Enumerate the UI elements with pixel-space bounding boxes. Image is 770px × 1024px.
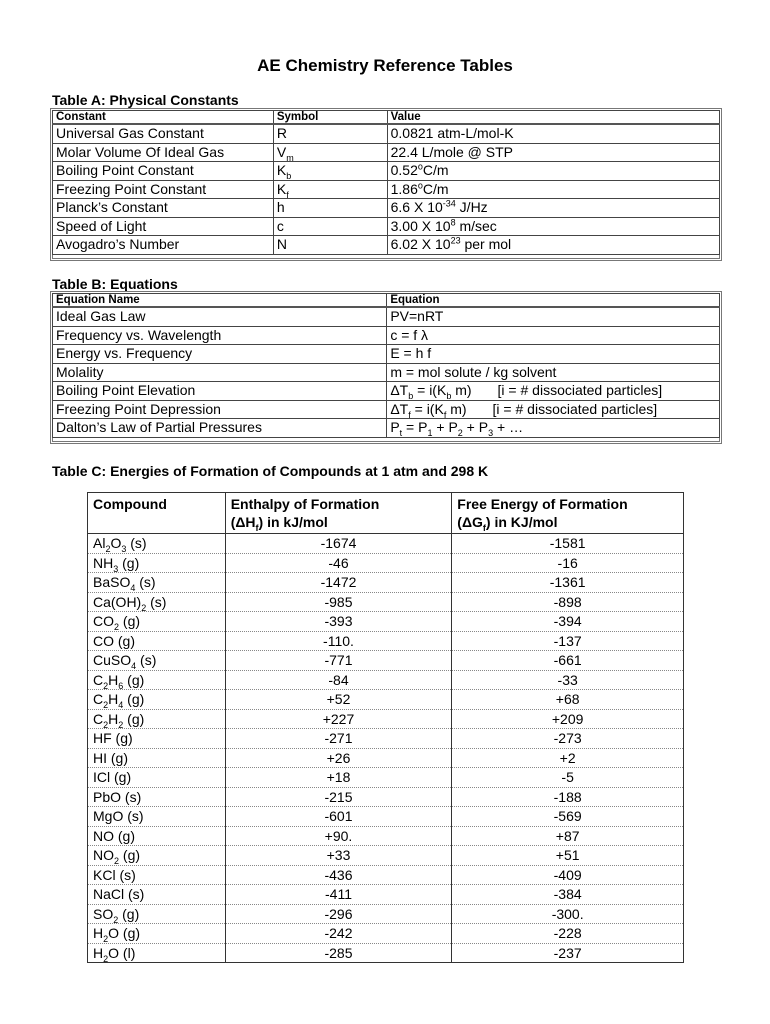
table-b-title: Table B: Equations — [52, 276, 178, 292]
free-energy-value: -188 — [452, 787, 684, 807]
formula-subscript: 2 — [103, 719, 109, 730]
value-superscript: -34 — [442, 198, 456, 209]
value-text: 3.00 X 10 — [390, 217, 451, 234]
equation-part: m) — [451, 382, 472, 399]
formula-part: CO — [93, 613, 114, 630]
enthalpy-value: +18 — [225, 768, 452, 788]
free-energy-value: -394 — [452, 612, 684, 632]
constant-value — [387, 236, 719, 255]
table-row — [88, 904, 684, 924]
header-equation: Equation — [387, 294, 720, 308]
value-unit: C/m — [422, 180, 449, 197]
table-row — [88, 670, 684, 690]
free-energy-value: +51 — [452, 846, 684, 866]
table-row — [53, 217, 720, 236]
equation-part: = i(K — [413, 382, 447, 399]
table-header-row — [53, 111, 720, 125]
table-row — [53, 180, 720, 199]
constant-value — [387, 180, 719, 199]
constant-name: Boiling Point Constant — [53, 162, 274, 181]
constant-symbol — [273, 199, 387, 218]
table-row — [88, 534, 684, 554]
equation-formula: E = h f — [387, 345, 720, 364]
enthalpy-value: -436 — [225, 865, 452, 885]
constant-symbol — [273, 180, 387, 199]
formula-subscript: 2 — [118, 719, 124, 730]
equation-note: [i = # dissociated particles] — [497, 382, 663, 399]
header-enthalpy-line1: Enthalpy of Formation — [230, 496, 380, 512]
formula-subscript: 2 — [103, 680, 109, 691]
enthalpy-value: +90. — [225, 826, 452, 846]
equation-subscript: 3 — [488, 428, 494, 439]
value-text: 1.86 — [390, 180, 418, 197]
compound-formula — [88, 553, 226, 573]
equation-name: Molality — [53, 363, 387, 382]
equation-part: + P — [462, 419, 489, 436]
enthalpy-value: +33 — [225, 846, 452, 866]
value-unit: per mol — [460, 236, 512, 253]
compound-formula — [88, 748, 226, 768]
constant-value — [387, 162, 719, 181]
symbol-text: K — [276, 180, 287, 197]
equation-part: ΔT — [390, 382, 409, 399]
value-superscript: 23 — [450, 235, 461, 246]
compound-formula — [88, 787, 226, 807]
free-energy-value: -1361 — [452, 573, 684, 593]
energies-of-formation-table — [87, 492, 684, 963]
equation-part: = i(K — [410, 400, 444, 417]
formula-part: NO — [93, 847, 114, 864]
header-compound: Compound — [88, 493, 226, 534]
formula-part: PbO (s) — [93, 788, 142, 805]
compound-formula — [88, 573, 226, 593]
constant-name: Molar Volume Of Ideal Gas — [53, 143, 274, 162]
equation-formula — [387, 400, 720, 419]
formula-subscript: 4 — [131, 661, 137, 672]
formula-part: (g) — [123, 710, 145, 727]
equation-formula: PV=nRT — [387, 307, 720, 326]
value-text: 6.6 X 10 — [390, 199, 443, 216]
formula-subscript: 6 — [118, 680, 124, 691]
equation-subscript: b — [408, 391, 414, 402]
header-equation-name: Equation Name — [53, 294, 387, 308]
compound-formula — [88, 729, 226, 749]
formula-part: (g) — [119, 847, 141, 864]
formula-part: KCl (s) — [93, 866, 136, 883]
value-unit: m/sec — [455, 217, 497, 234]
enthalpy-value: -771 — [225, 651, 452, 671]
table-row — [53, 345, 720, 364]
free-energy-value: -137 — [452, 631, 684, 651]
header-enthalpy-unit: ) in kJ/mol — [258, 514, 328, 530]
constant-symbol — [273, 162, 387, 181]
enthalpy-value: -242 — [225, 924, 452, 944]
formula-subscript: 2 — [103, 700, 109, 711]
enthalpy-value: -84 — [225, 670, 452, 690]
formula-subscript: 4 — [130, 583, 136, 594]
compound-formula — [88, 709, 226, 729]
formula-part: NaCl (s) — [93, 886, 145, 903]
formula-subscript: 2 — [113, 914, 119, 925]
table-header-row — [88, 493, 684, 534]
formula-part: O (l) — [108, 944, 136, 961]
constant-value — [387, 199, 719, 218]
enthalpy-value: -393 — [225, 612, 452, 632]
equation-formula — [387, 382, 720, 401]
formula-part: (s) — [126, 535, 147, 552]
constant-name: Avogadro’s Number — [53, 236, 274, 255]
free-energy-value: -409 — [452, 865, 684, 885]
table-row — [88, 729, 684, 749]
equation-formula: m = mol solute / kg solvent — [387, 363, 720, 382]
equation-formula — [387, 419, 720, 438]
formula-subscript: 3 — [121, 544, 127, 555]
compound-formula — [88, 670, 226, 690]
free-energy-value: -300. — [452, 904, 684, 924]
constant-value — [387, 217, 719, 236]
symbol-subscript: f — [286, 189, 289, 200]
formula-part: (g) — [118, 905, 140, 922]
value-superscript: 8 — [450, 217, 456, 228]
table-row — [88, 787, 684, 807]
formula-part: (g) — [123, 671, 145, 688]
table-row — [88, 826, 684, 846]
equation-part: + P — [432, 419, 458, 436]
free-energy-value: +87 — [452, 826, 684, 846]
formula-part: CO (g) — [93, 632, 135, 649]
equation-formula: c = f λ — [387, 326, 720, 345]
formula-part: C — [93, 691, 104, 708]
free-energy-value: +68 — [452, 690, 684, 710]
formula-part: H — [108, 691, 119, 708]
formula-part: C — [93, 710, 104, 727]
formula-subscript: 2 — [103, 934, 109, 945]
table-c-title: Table C: Energies of Formation of Compounds at 1 atm and 298 K — [52, 463, 489, 479]
formula-part: Ca(OH) — [93, 593, 142, 610]
free-energy-value: +2 — [452, 748, 684, 768]
formula-part: Al — [93, 535, 106, 552]
compound-formula — [88, 846, 226, 866]
header-enthalpy-sub: f — [255, 522, 259, 533]
constant-symbol — [273, 124, 387, 143]
compound-formula — [88, 690, 226, 710]
equation-subscript: b — [446, 391, 452, 402]
compound-formula — [88, 943, 226, 963]
header-free-unit: ) in KJ/mol — [485, 514, 558, 530]
formula-part: O (g) — [108, 925, 141, 942]
formula-part: NO (g) — [93, 827, 135, 844]
value-text: 0.52 — [390, 162, 418, 179]
header-free-energy — [452, 493, 684, 534]
symbol-text: V — [276, 143, 287, 160]
enthalpy-value: +52 — [225, 690, 452, 710]
equation-subscript: 2 — [457, 428, 463, 439]
equation-subscript: 1 — [427, 428, 433, 439]
compound-formula — [88, 651, 226, 671]
formula-part: (s) — [136, 652, 157, 669]
formula-part: HF (g) — [93, 730, 133, 747]
header-symbol: Symbol — [273, 111, 387, 125]
formula-part: HI (g) — [93, 749, 128, 766]
enthalpy-value: -296 — [225, 904, 452, 924]
table-row — [53, 199, 720, 218]
table-row — [88, 651, 684, 671]
table-header-row — [53, 294, 720, 308]
constant-value — [387, 143, 719, 162]
table-row — [88, 748, 684, 768]
table-row — [88, 709, 684, 729]
formula-subscript: 2 — [105, 544, 111, 555]
formula-part: H — [93, 925, 104, 942]
table-row — [53, 400, 720, 419]
value-unit: J/Hz — [455, 199, 488, 216]
equation-part: + … — [493, 419, 524, 436]
constant-name: Planck’s Constant — [53, 199, 274, 218]
formula-part: H — [93, 944, 104, 961]
free-energy-value: -1581 — [452, 534, 684, 554]
free-energy-value: -898 — [452, 592, 684, 612]
value-unit: C/m — [422, 162, 449, 179]
compound-formula — [88, 924, 226, 944]
symbol-text: c — [276, 217, 284, 234]
symbol-subscript: m — [286, 152, 294, 163]
page-title: AE Chemistry Reference Tables — [257, 56, 513, 75]
free-energy-value: -661 — [452, 651, 684, 671]
table-row — [53, 363, 720, 382]
table-row — [88, 768, 684, 788]
free-energy-value: -237 — [452, 943, 684, 963]
table-row — [88, 592, 684, 612]
value-text: 6.02 X 10 — [390, 236, 451, 253]
equation-note: [i = # dissociated particles] — [492, 400, 658, 417]
compound-formula — [88, 612, 226, 632]
formula-part: (g) — [123, 691, 145, 708]
table-row — [53, 143, 720, 162]
table-row — [53, 382, 720, 401]
formula-part: (g) — [119, 613, 141, 630]
enthalpy-value: -215 — [225, 787, 452, 807]
equation-name: Ideal Gas Law — [53, 307, 387, 326]
table-row — [53, 307, 720, 326]
table-row — [53, 162, 720, 181]
table-row — [88, 573, 684, 593]
header-enthalpy — [225, 493, 452, 534]
formula-part: O — [110, 535, 122, 552]
formula-part: NH — [93, 554, 114, 571]
formula-part: CuSO — [93, 652, 132, 669]
compound-formula — [88, 534, 226, 554]
symbol-subscript: b — [286, 171, 292, 182]
compound-formula — [88, 885, 226, 905]
symbol-text: K — [276, 162, 287, 179]
free-energy-value: +209 — [452, 709, 684, 729]
formula-part: BaSO — [93, 574, 131, 591]
enthalpy-value: +227 — [225, 709, 452, 729]
table-row — [88, 943, 684, 963]
symbol-text: R — [276, 125, 287, 142]
enthalpy-value: -1472 — [225, 573, 452, 593]
free-energy-value: -16 — [452, 553, 684, 573]
table-row — [88, 846, 684, 866]
formula-part: SO — [93, 905, 114, 922]
table-row — [88, 631, 684, 651]
enthalpy-value: -271 — [225, 729, 452, 749]
formula-part: (g) — [118, 554, 140, 571]
formula-subscript: 3 — [113, 563, 119, 574]
table-row — [88, 690, 684, 710]
compound-formula — [88, 768, 226, 788]
physical-constants-table — [52, 110, 720, 255]
constant-name: Freezing Point Constant — [53, 180, 274, 199]
equation-subscript: f — [408, 409, 411, 420]
equation-part: P — [390, 419, 400, 436]
equation-name: Dalton’s Law of Partial Pressures — [53, 419, 387, 438]
table-row — [53, 236, 720, 255]
formula-subscript: 2 — [114, 622, 120, 633]
formula-part: H — [108, 671, 119, 688]
table-a-title: Table A: Physical Constants — [52, 92, 239, 108]
formula-part: (s) — [146, 593, 167, 610]
free-energy-value: -228 — [452, 924, 684, 944]
formula-part: (s) — [135, 574, 156, 591]
value-superscript: o — [417, 180, 423, 191]
constant-symbol — [273, 217, 387, 236]
compound-formula — [88, 826, 226, 846]
formula-part: H — [108, 710, 119, 727]
equation-part: ΔT — [390, 400, 409, 417]
constant-name: Speed of Light — [53, 217, 274, 236]
table-row — [88, 865, 684, 885]
enthalpy-value: -1674 — [225, 534, 452, 554]
header-free-line2: (ΔG — [457, 514, 483, 530]
constant-value — [387, 124, 719, 143]
free-energy-value: -384 — [452, 885, 684, 905]
formula-part: ICl (g) — [93, 769, 132, 786]
header-enthalpy-line2: (ΔH — [230, 514, 256, 530]
header-free-line1: Free Energy of Formation — [457, 496, 628, 512]
enthalpy-value: -601 — [225, 807, 452, 827]
equation-part: = P — [402, 419, 428, 436]
compound-formula — [88, 631, 226, 651]
enthalpy-value: -285 — [225, 943, 452, 963]
table-row — [53, 124, 720, 143]
table-row — [88, 612, 684, 632]
equation-name: Freezing Point Depression — [53, 400, 387, 419]
header-constant: Constant — [53, 111, 274, 125]
equation-part: m) — [446, 400, 467, 417]
equation-name: Frequency vs. Wavelength — [53, 326, 387, 345]
equations-table — [52, 293, 720, 438]
formula-subscript: 2 — [114, 856, 120, 867]
value-text: 0.0821 atm-L/mol-K — [390, 125, 514, 142]
free-energy-value: -569 — [452, 807, 684, 827]
compound-formula — [88, 807, 226, 827]
formula-part: MgO (s) — [93, 808, 144, 825]
table-row — [88, 553, 684, 573]
enthalpy-value: +26 — [225, 748, 452, 768]
free-energy-value: -33 — [452, 670, 684, 690]
enthalpy-value: -46 — [225, 553, 452, 573]
symbol-text: N — [276, 236, 287, 253]
symbol-text: h — [276, 199, 285, 216]
compound-formula — [88, 904, 226, 924]
constant-symbol — [273, 143, 387, 162]
equation-name: Energy vs. Frequency — [53, 345, 387, 364]
equation-subscript: t — [399, 428, 403, 439]
formula-subscript: 4 — [118, 700, 124, 711]
formula-subscript: 2 — [103, 953, 109, 964]
enthalpy-value: -985 — [225, 592, 452, 612]
value-superscript: o — [417, 161, 423, 172]
table-row — [88, 924, 684, 944]
table-row — [53, 419, 720, 438]
compound-formula — [88, 592, 226, 612]
value-text: 22.4 L/mole @ STP — [390, 143, 514, 160]
header-free-sub: f — [482, 522, 486, 533]
table-row — [88, 885, 684, 905]
formula-subscript: 2 — [141, 602, 147, 613]
constant-symbol — [273, 236, 387, 255]
free-energy-value: -5 — [452, 768, 684, 788]
enthalpy-value: -411 — [225, 885, 452, 905]
free-energy-value: -273 — [452, 729, 684, 749]
header-value: Value — [387, 111, 719, 125]
compound-formula — [88, 865, 226, 885]
constant-name: Universal Gas Constant — [53, 124, 274, 143]
equation-name: Boiling Point Elevation — [53, 382, 387, 401]
table-row — [88, 807, 684, 827]
enthalpy-value: -110. — [225, 631, 452, 651]
formula-part: C — [93, 671, 104, 688]
equation-subscript: f — [443, 409, 447, 420]
table-row — [53, 326, 720, 345]
